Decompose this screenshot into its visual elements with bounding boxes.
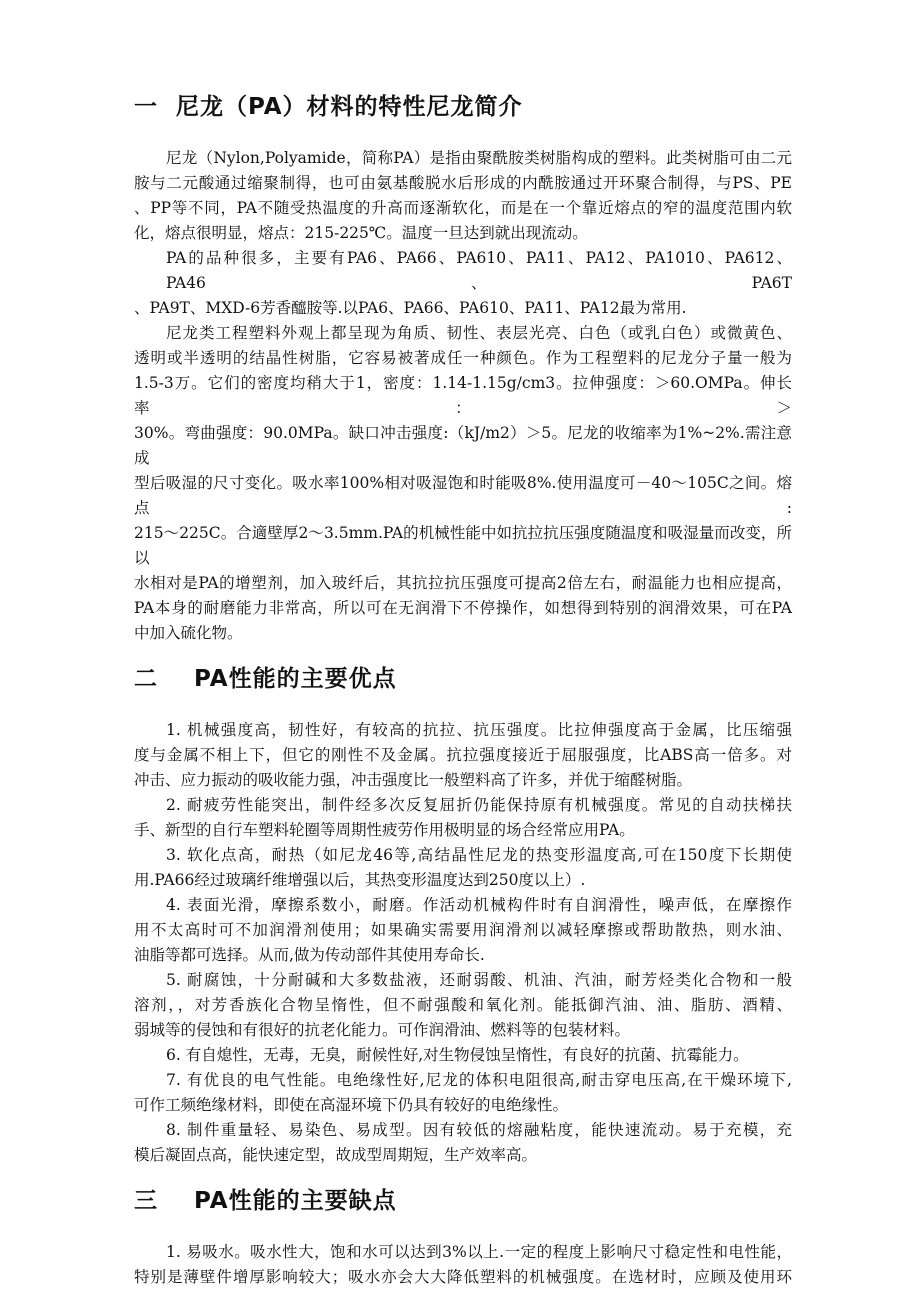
paragraph-line: 透明或半透明的结晶性树脂，它容易被著成任一种颜色。作为工程塑料的尼龙分子量一般为: [134, 349, 792, 367]
paragraph-line: 7. 有优良的电气性能。电绝缘性好,尼龙的体积电阻很高,耐击穿电压高,在干燥环境下,: [166, 1071, 792, 1089]
paragraph-line: 8. 制件重量轻、易染色、易成型。因有较低的熔融粘度，能快速流动。易于充模，充: [166, 1121, 792, 1139]
paragraph-line: 4. 表面光滑，摩擦系数小，耐磨。作活动机械构件时有自润滑性，噪声低，在摩擦作: [166, 896, 792, 914]
paragraph-line: 3. 软化点高，耐热（如尼龙46等,高结晶性尼龙的热变形温度高,可在150度下长期使: [166, 846, 792, 864]
paragraph-line: 1.5-3万。它们的密度均稍大于1，密度：1.14-1.15g/cm3。拉伸强度：＞60.OMPa。伸长率：＞: [134, 374, 792, 417]
paragraph-line: 度与金属不相上下，但它的刚性不及金属。抗拉强度接近于屈服强度，比ABS高一倍多。对: [134, 746, 792, 764]
paragraph-line: 尼龙类工程塑料外观上都呈现为角质、韧性、表层光亮、白色（或乳白色）或微黄色、: [166, 324, 792, 342]
paragraph-line: 弱城等的侵蚀和有很好的抗老化能力。可作润滑油、燃料等的包装材料。: [134, 1021, 631, 1039]
paragraph-line: 模后凝固点高，能快速定型，故成型周期短，生产效率高。: [134, 1146, 538, 1164]
paragraph-line: PA本身的耐磨能力非常高，所以可在无润滑下不停操作，如想得到特别的润滑效果，可在PA: [134, 599, 792, 617]
paragraph-line: 用不太高时可不加润滑剂使用；如果确实需要用润滑剂以减轻摩擦或帮助散热，则水油、: [134, 921, 792, 939]
paragraph: [134, 321, 792, 646]
paragraph: [134, 246, 792, 321]
paragraph: [134, 1240, 792, 1290]
paragraph: [134, 968, 792, 1043]
paragraph-line: 型后吸湿的尺寸变化。吸水率100%相对吸湿饱和时能吸8%.使用温度可－40～105C之间。熔点:: [134, 474, 792, 517]
paragraph: [134, 893, 792, 968]
paragraph: [134, 1118, 792, 1168]
paragraph: [134, 718, 792, 793]
paragraph: [134, 793, 792, 843]
paragraph-line: 胺与二元酸通过缩聚制得，也可由氨基酸脱水后形成的内酰胺通过开环聚合制得，与PS、PE: [134, 174, 792, 192]
paragraph: [134, 1043, 792, 1068]
paragraph-line: 油脂等都可选择。从而,做为传动部件其使用寿命长.: [134, 946, 485, 964]
paragraph-line: 用.PA66经过玻璃纤维增强以后，其热变形温度达到250度以上）.: [134, 871, 586, 889]
paragraph-line: 1. 易吸水。吸水性大，饱和水可以达到3%以上.一定的程度上影响尺寸稳定性和电性能，: [166, 1243, 792, 1261]
paragraph-line: 可作工频绝缘材料，即使在高湿环境下仍具有较好的电绝缘性。: [134, 1096, 569, 1114]
paragraph-line: 、PP等不同，PA不随受热温度的升高而逐渐软化，而是在一个靠近熔点的窄的温度范围内软: [134, 199, 792, 217]
paragraph-line: 、PA9T、MXD-6芳香醯胺等.以PA6、PA66、PA610、PA11、PA12最为常用.: [134, 299, 687, 317]
paragraph-line: 30%。弯曲强度：90.0MPa。缺口冲击强度:（kJ/m2）＞5。尼龙的收缩率为1%~2%.需注意成: [134, 424, 792, 467]
paragraph: [134, 146, 792, 246]
paragraph-line: 尼龙（Nylon,Polyamide，简称PA）是指由聚酰胺类树脂构成的塑料。此类树脂可由二元: [166, 149, 792, 167]
paragraph-line: 溶剂，，对芳香族化合物呈惰性，但不耐强酸和氧化剂。能抵御汽油、油、脂肪、酒精、: [134, 996, 792, 1014]
paragraph: [134, 1068, 792, 1118]
paragraph: [134, 843, 792, 893]
paragraph-line: 1. 机械强度高，韧性好，有较高的抗拉、抗压强度。比拉伸强度高于金属，比压缩强: [166, 721, 792, 739]
paragraph-line: 化，熔点很明显，熔点：215-225℃。温度一旦达到就出现流动。: [134, 224, 588, 242]
section-heading-1: 一 尼龙（PA）材料的特性尼龙简介: [134, 94, 523, 120]
paragraph-line: 5. 耐腐蚀，十分耐碱和大多数盐液，还耐弱酸、机油、汽油，耐芳烃类化合物和一般: [166, 971, 792, 989]
paragraph-line: 手、新型的自行车塑料轮圈等周期性疲劳作用极明显的场合经常应用PA。: [134, 821, 635, 839]
paragraph-line: 冲击、应力振动的吸收能力强，冲击强度比一般塑料高了许多，并优于缩醛树脂。: [134, 771, 693, 789]
section-body-1: [134, 146, 792, 646]
paragraph-line: 水相对是PA的增塑剂，加入玻纤后，其抗拉抗压强度可提高2倍左右，耐温能力也相应提高，: [134, 574, 792, 592]
paragraph-line: 2. 耐疲劳性能突出，制件经多次反复屈折仍能保持原有机械强度。常见的自动扶梯扶: [166, 796, 792, 814]
paragraph-line: 6. 有自熄性，无毒，无臭，耐候性好,对生物侵蚀呈惰性，有良好的抗菌、抗霉能力。: [166, 1046, 749, 1064]
paragraph-line: PA的品种很多，主要有PA6、PA66、PA610、PA11、PA12、PA1010、PA612、PA46、PA6T: [166, 249, 792, 292]
section-body-3: [134, 1240, 792, 1290]
section-heading-2: 二 PA性能的主要优点: [134, 666, 397, 692]
section-body-2: [134, 718, 792, 1168]
paragraph-line: 中加入硫化物。: [134, 624, 243, 642]
section-heading-3: 三 PA性能的主要缺点: [134, 1188, 397, 1214]
paragraph-line: 215～225C。合適壁厚2～3.5mm.PA的机械性能中如抗拉抗压强度随温度和吸湿量而改变，所以: [134, 524, 792, 567]
paragraph-line: 特别是薄壁件增厚影响较大；吸水亦会大大降低塑料的机械强度。在选材时，应顾及使用环: [134, 1268, 792, 1286]
